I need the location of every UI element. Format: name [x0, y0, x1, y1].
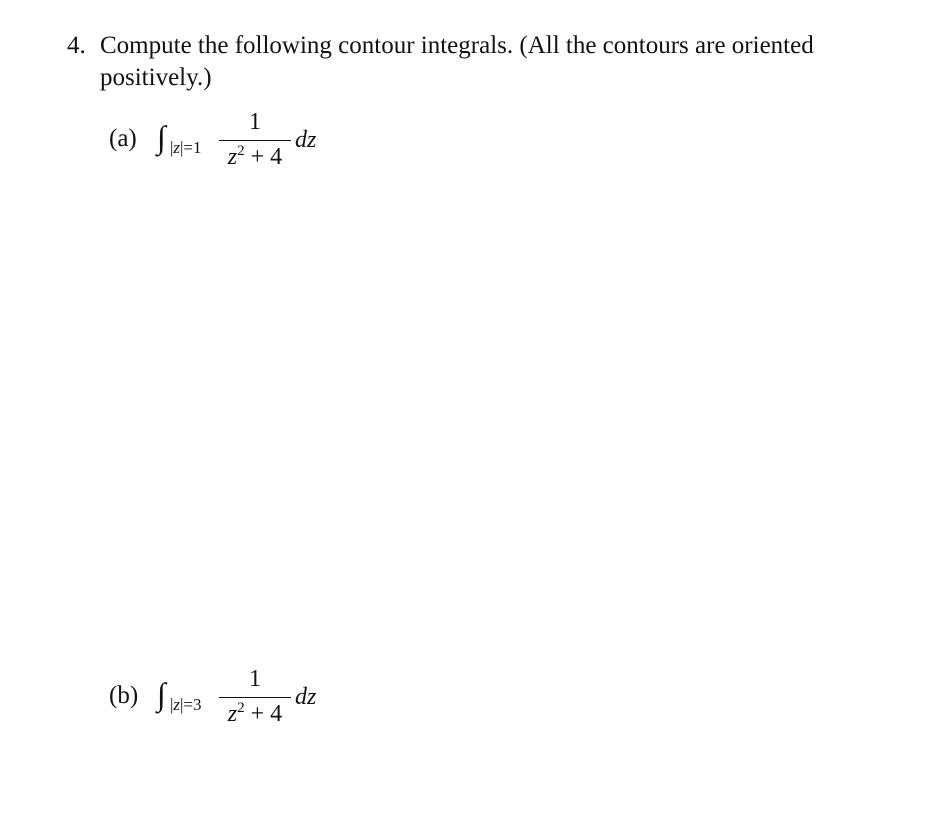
problem-statement: Compute the following contour integrals. (All the contours are oriented positively.)	[100, 32, 814, 91]
differential: dz	[295, 684, 317, 710]
problem-number: 4.	[67, 32, 86, 59]
contour-radius: |=1	[180, 138, 202, 157]
part-a-label: (a)	[109, 125, 137, 152]
integrand-fraction	[219, 107, 291, 173]
numerator: 1	[249, 666, 261, 692]
differential: dz	[295, 127, 317, 153]
part-b	[109, 664, 529, 734]
numerator: 1	[249, 109, 261, 135]
contour-radius: |=3	[180, 695, 202, 714]
integrand-fraction	[219, 664, 291, 730]
contour-variable: z	[173, 138, 181, 157]
contour-bar-left: |	[170, 695, 174, 714]
denominator-variable: z	[227, 701, 238, 727]
denominator	[219, 699, 291, 729]
denominator-exponent: 2	[237, 700, 245, 716]
contour-bar-left: |	[170, 138, 174, 157]
integral-sign: ∫	[157, 119, 166, 155]
denominator-variable: z	[227, 144, 238, 170]
denominator-constant: + 4	[244, 701, 283, 727]
denominator-exponent: 2	[237, 143, 245, 159]
contour-subscript	[170, 695, 202, 715]
denominator-constant: + 4	[244, 144, 283, 170]
denominator	[219, 142, 291, 172]
contour-variable: z	[173, 695, 181, 714]
contour-subscript	[170, 138, 202, 158]
integral-sign: ∫	[157, 676, 166, 712]
part-b-label: (b)	[109, 682, 139, 709]
part-a	[109, 107, 529, 177]
